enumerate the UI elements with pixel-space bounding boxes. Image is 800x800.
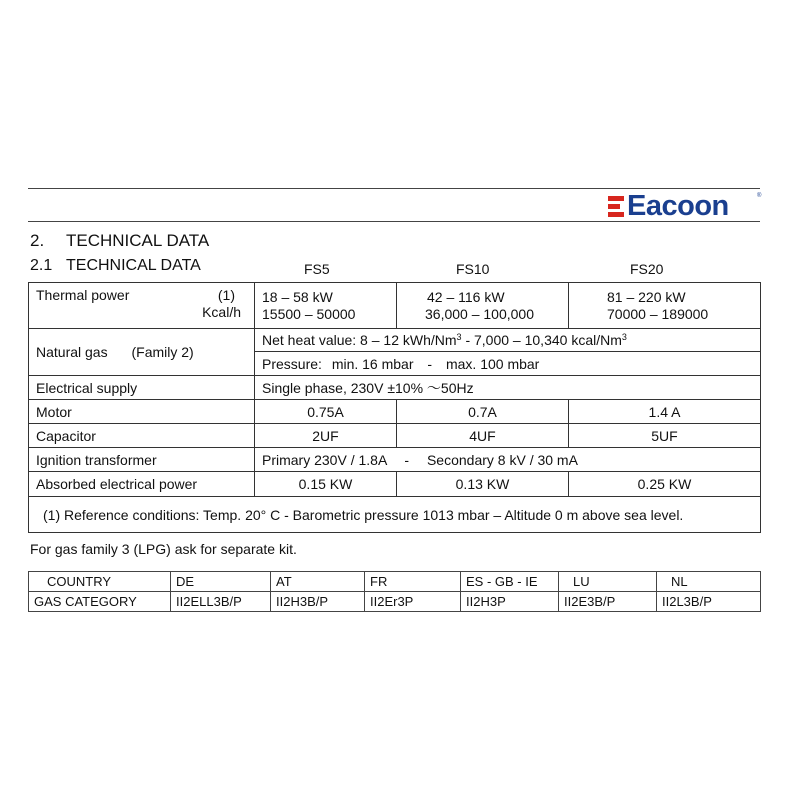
- subsection-heading: [30, 257, 201, 275]
- thermal-fs10-kcal: 36,000 – 100,000: [425, 305, 534, 322]
- header-rule-bottom: [28, 221, 760, 222]
- brand-registered-mark: ®: [757, 193, 762, 199]
- reference-conditions: (1) Reference conditions: Temp. 20° C - Barometric pressure 1013 mbar – Altitude 0 m above sea level.: [29, 497, 761, 533]
- ignition-transformer-value: [255, 448, 761, 472]
- electrical-supply-label: Electrical supply: [29, 376, 255, 400]
- brand-logo: [608, 190, 762, 222]
- ignition-secondary: Secondary 8 kV / 30 mA: [426, 451, 578, 468]
- thermal-fs10-kw: 42 – 116 kW: [427, 288, 505, 305]
- capacitor-fs5: 2UF: [255, 424, 397, 448]
- absorbed-power-fs5: 0.15 KW: [255, 472, 397, 497]
- thermal-power-label-cell: [29, 283, 255, 329]
- model-header-fs20: FS20: [630, 261, 664, 277]
- country-lu: LU: [559, 572, 657, 592]
- net-heat-superscript-1: 3: [456, 332, 462, 342]
- table-row-electrical-supply: [29, 376, 761, 400]
- gas-category-fr: II2Er3P: [365, 592, 461, 612]
- ignition-transformer-label: Ignition transformer: [29, 448, 255, 472]
- country-fr: FR: [365, 572, 461, 592]
- natural-gas-family: (Family 2): [131, 344, 194, 360]
- capacitor-label: Capacitor: [29, 424, 255, 448]
- motor-fs5: 0.75A: [255, 400, 397, 424]
- thermal-power-fs5: [255, 283, 397, 329]
- section-title: TECHNICAL DATA: [66, 231, 210, 250]
- motor-fs10: 0.7A: [397, 400, 569, 424]
- natural-gas-label-cell: [29, 329, 255, 376]
- net-heat-value-kcal: - 7,000 – 10,340 kcal/Nm: [465, 332, 622, 348]
- country-de: DE: [171, 572, 271, 592]
- capacitor-fs10: 4UF: [397, 424, 569, 448]
- absorbed-power-fs20: 0.25 KW: [569, 472, 761, 497]
- model-header-fs10: FS10: [456, 261, 490, 277]
- table-row-gas-category: [29, 592, 761, 612]
- table-row-motor: [29, 400, 761, 424]
- gas-category-de: II2ELL3B/P: [171, 592, 271, 612]
- thermal-power-fs20: [569, 283, 761, 329]
- lpg-note: For gas family 3 (LPG) ask for separate kit.: [30, 541, 297, 557]
- thermal-power-note: (1): [217, 287, 235, 303]
- pressure-cell: [255, 352, 761, 376]
- thermal-fs20-kcal: 70000 – 189000: [607, 305, 709, 322]
- brand-name: Eacoon: [627, 190, 729, 222]
- thermal-fs20-kw: 81 – 220 kW: [607, 288, 686, 305]
- pressure-max: max. 100 mbar: [445, 355, 540, 372]
- country-at: AT: [271, 572, 365, 592]
- model-header-fs5: FS5: [304, 261, 330, 277]
- pressure-min: min. 16 mbar: [331, 355, 414, 372]
- gas-category-nl: II2L3B/P: [657, 592, 761, 612]
- thermal-power-unit: Kcal/h: [202, 304, 241, 320]
- table-row-capacitor: [29, 424, 761, 448]
- gas-category-lu: II2E3B/P: [559, 592, 657, 612]
- country-es-gb-ie: ES - GB - IE: [461, 572, 559, 592]
- table-row-country: [29, 572, 761, 592]
- gas-category-table: [28, 571, 760, 612]
- header-rule-top: [28, 188, 760, 189]
- motor-fs20: 1.4 A: [569, 400, 761, 424]
- pressure-separator: -: [427, 355, 433, 372]
- absorbed-power-fs10: 0.13 KW: [397, 472, 569, 497]
- section-number: 2.: [30, 231, 45, 250]
- gas-category-at: II2H3B/P: [271, 592, 365, 612]
- subsection-number: 2.1: [30, 257, 53, 274]
- thermal-fs5-kw: 18 – 58 kW: [262, 288, 333, 305]
- country-header: COUNTRY: [29, 572, 171, 592]
- table-row-absorbed-power: [29, 472, 761, 497]
- natural-gas-label: Natural gas: [36, 344, 108, 360]
- motor-label: Motor: [29, 400, 255, 424]
- table-row-natural-gas: [29, 329, 761, 352]
- net-heat-value-cell: [255, 329, 761, 352]
- capacitor-fs20: 5UF: [569, 424, 761, 448]
- table-row-ignition-transformer: [29, 448, 761, 472]
- gas-category-header: GAS CATEGORY: [29, 592, 171, 612]
- thermal-power-fs10: [397, 283, 569, 329]
- thermal-fs5-kcal: 15500 – 50000: [262, 305, 356, 322]
- table-row-thermal-power: [29, 283, 761, 329]
- gas-category-es-gb-ie: II2H3P: [461, 592, 559, 612]
- brand-mark-icon: [608, 196, 626, 218]
- ignition-separator: -: [404, 451, 410, 468]
- pressure-label: Pressure:: [262, 355, 322, 372]
- net-heat-superscript-2: 3: [621, 332, 627, 342]
- country-nl: NL: [657, 572, 761, 592]
- electrical-supply-value: Single phase, 230V ±10% ～50Hz: [255, 376, 761, 400]
- technical-data-table: [28, 282, 760, 533]
- section-heading: [30, 231, 209, 251]
- thermal-power-label: Thermal power: [36, 287, 130, 303]
- table-row-reference-conditions: [29, 497, 761, 533]
- ignition-primary: Primary 230V / 1.8A: [262, 451, 387, 468]
- subsection-title: TECHNICAL DATA: [66, 257, 201, 274]
- net-heat-value-kwh: Net heat value: 8 – 12 kWh/Nm: [262, 332, 457, 348]
- absorbed-power-label: Absorbed electrical power: [29, 472, 255, 497]
